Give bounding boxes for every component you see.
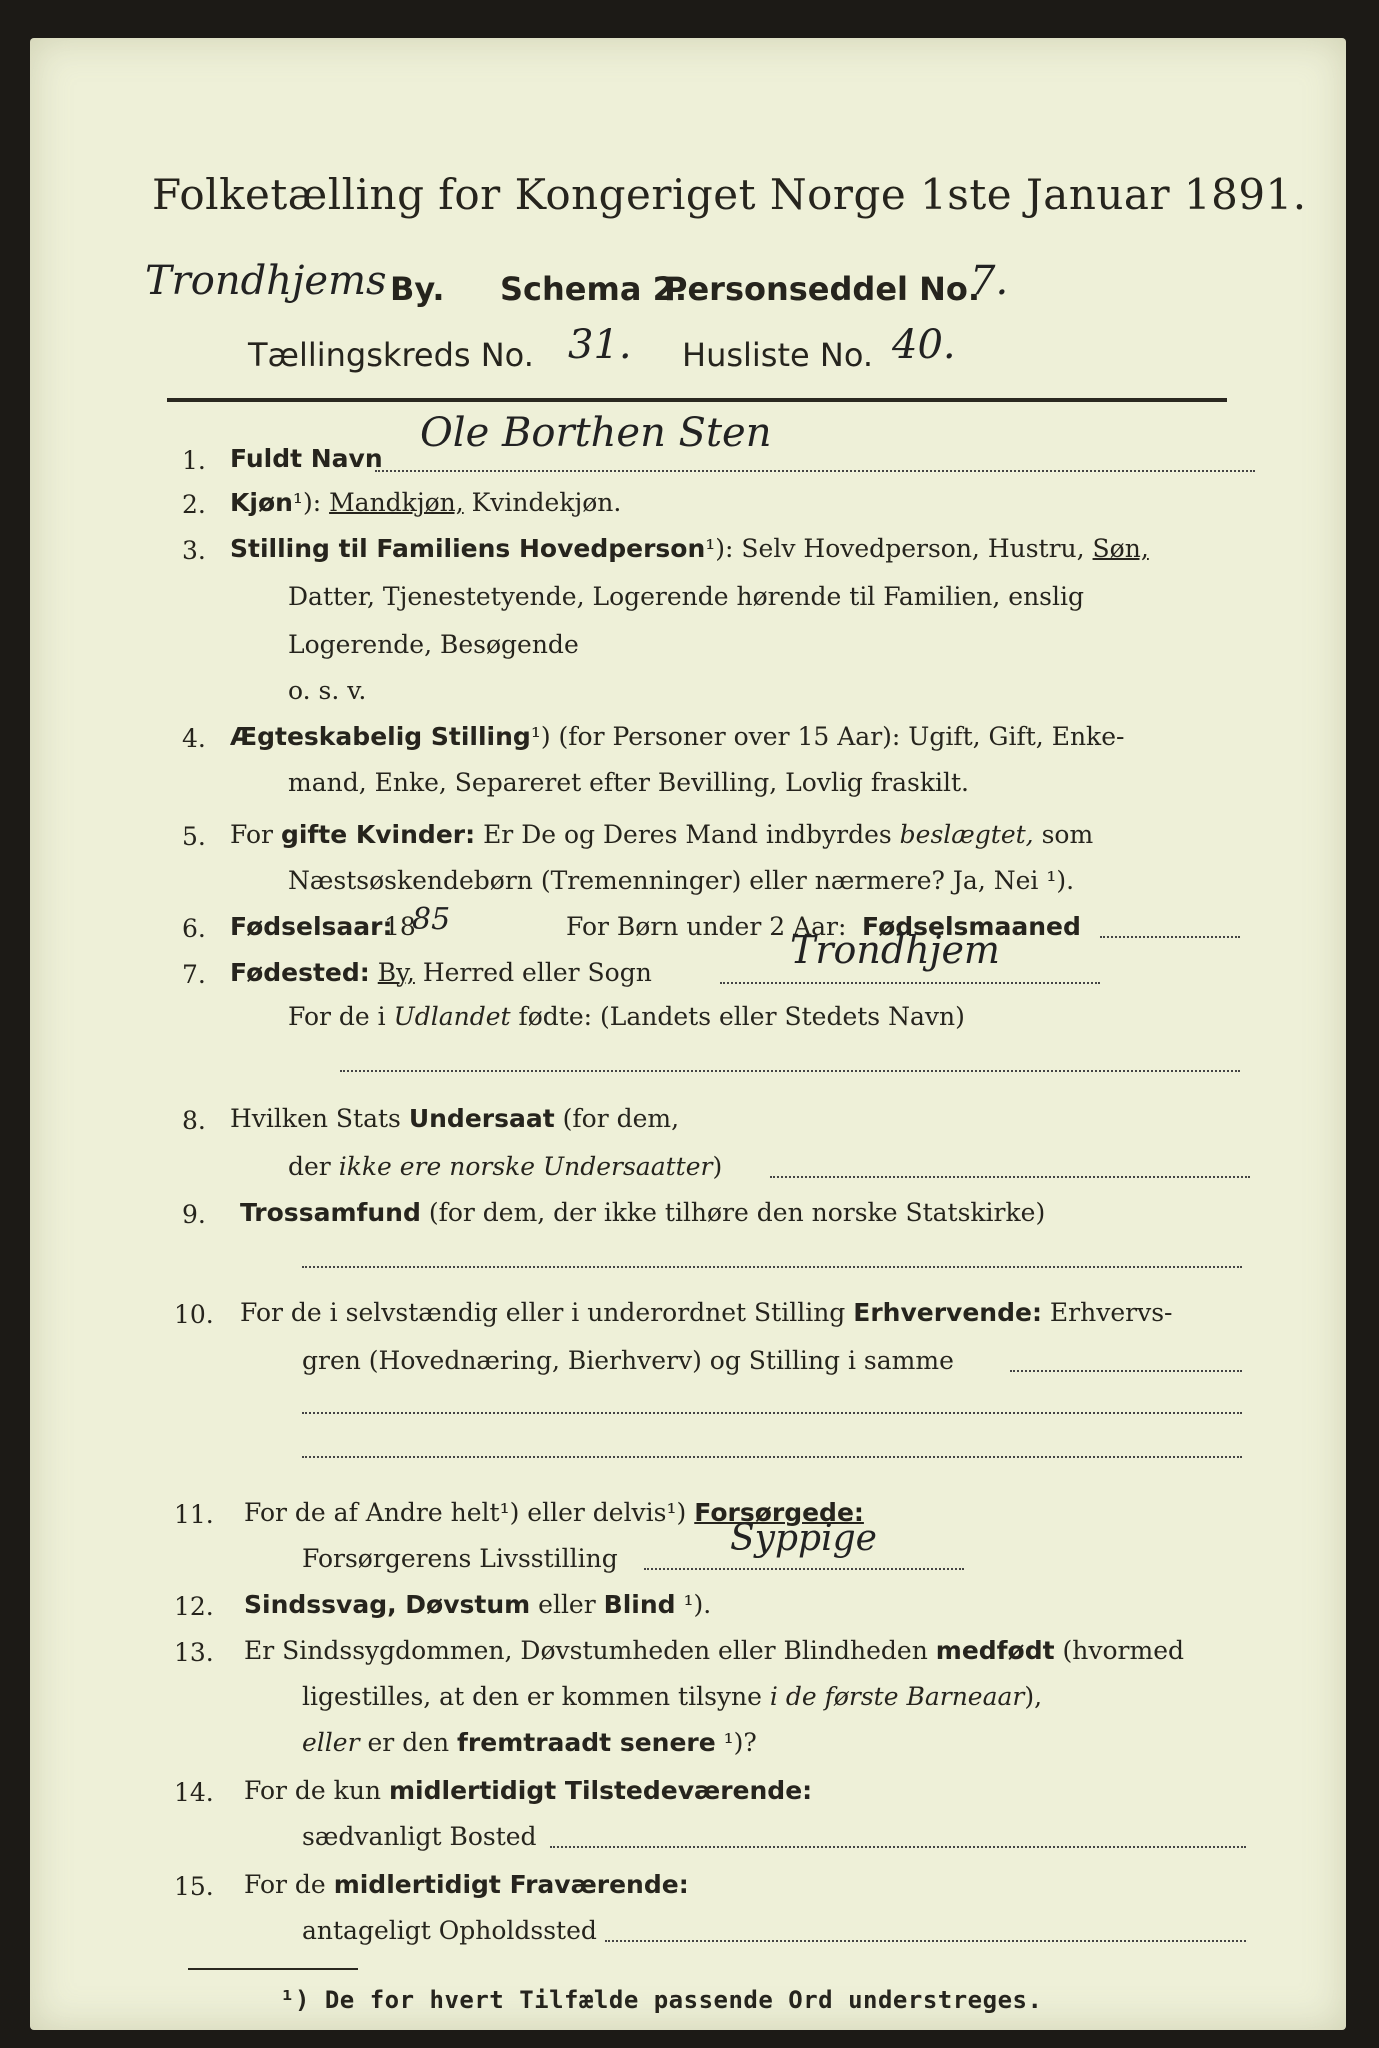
q13-line3b: fremtraadt senere xyxy=(457,1728,716,1757)
q12-label2: Blind xyxy=(603,1590,676,1619)
q12-line1 xyxy=(244,1592,711,1617)
q13-line2 xyxy=(302,1684,1042,1709)
q3-line4: o. s. v. xyxy=(288,676,367,705)
q6-label2: Fødselsmaaned xyxy=(862,912,1081,941)
q6-dotline xyxy=(1100,936,1240,938)
schema-label: Schema 2. xyxy=(500,270,687,308)
q7-blank-line xyxy=(340,1070,1240,1072)
q11-line2: Forsørgerens Livsstilling xyxy=(302,1544,618,1573)
q7-line2i: Udlandet xyxy=(393,1002,511,1031)
q10-blank-line1 xyxy=(302,1412,1242,1414)
q5-line2: Næstsøskendebørn (Tremenninger) eller nærmere? Ja, Nei ¹). xyxy=(288,866,1075,895)
q14-label: midlertidigt Tilstedeværende: xyxy=(388,1776,813,1805)
footnote-rule xyxy=(188,1968,358,1970)
q3-line2: Datter, Tjenestetyende, Logerende hørende til Familien, enslig xyxy=(288,582,1085,611)
q10-label: Erhvervende: xyxy=(853,1298,1042,1327)
q10-number: 10. xyxy=(174,1300,214,1329)
q8-text2: (for dem, xyxy=(562,1104,680,1133)
q10-tail: Erhvervs- xyxy=(1049,1298,1173,1327)
q13-text1: Er Sindssygdommen, Døvstumheden eller Blindheden xyxy=(244,1636,928,1665)
q15-number: 15. xyxy=(174,1872,214,1901)
q1-value: Ole Borthen Sten xyxy=(420,410,772,456)
q13-line3a: er den xyxy=(367,1728,450,1757)
q5-label: gifte Kvinder: xyxy=(280,820,476,849)
q14-number: 14. xyxy=(174,1778,214,1807)
q5-italic: beslægtet, xyxy=(899,820,1034,849)
q7-text: Herred eller Sogn xyxy=(422,958,652,987)
q12-tail: ¹). xyxy=(675,1590,712,1619)
q1-dotline xyxy=(375,470,1255,472)
q3-text1: ¹): Selv Hovedperson, Hustru, xyxy=(705,534,1085,563)
q5-tail: som xyxy=(1041,820,1094,849)
q13-line2a: ligestilles, at den er kommen tilsyne xyxy=(302,1682,762,1711)
q7-option-by: By, xyxy=(377,958,415,987)
q6-year-printed: 18 xyxy=(384,912,416,941)
q11-text1: For de af Andre helt¹) eller delvis¹) xyxy=(244,1498,687,1527)
q3-line1 xyxy=(230,536,1149,561)
footnote: ¹) De for hvert Tilfælde passende Ord understreges. xyxy=(280,1986,1043,2014)
q6-year-value: 85 xyxy=(412,902,451,937)
q8-line1 xyxy=(230,1106,679,1131)
tellingskreds-label: Tællingskreds No. xyxy=(248,336,534,374)
q7-line2a: For de i xyxy=(288,1002,386,1031)
q12-number: 12. xyxy=(174,1592,214,1621)
personseddel-value: 7. xyxy=(970,258,1009,304)
husliste-value: 40. xyxy=(892,322,956,368)
q8-text1: Hvilken Stats xyxy=(230,1104,401,1133)
q7-line1 xyxy=(230,960,652,985)
tellingskreds-value: 31. xyxy=(568,322,632,368)
header-rule xyxy=(167,398,1227,402)
q2-sup: ¹): xyxy=(292,488,330,517)
q7-line2 xyxy=(288,1004,965,1029)
q3-option-son: Søn, xyxy=(1092,534,1149,563)
q8-line2i: ikke ere norske Undersaatter xyxy=(338,1152,713,1181)
personseddel-label: Personseddel No. xyxy=(664,270,981,308)
q14-line1 xyxy=(244,1778,812,1803)
q9-label: Trossamfund xyxy=(240,1198,421,1227)
q3-label: Stilling til Familiens Hovedperson xyxy=(230,534,706,563)
q8-line2 xyxy=(288,1154,722,1179)
q15-text1: For de xyxy=(244,1870,326,1899)
q2-line xyxy=(230,490,621,515)
q3-line3: Logerende, Besøgende xyxy=(288,630,579,659)
q15-dotline xyxy=(605,1940,1246,1942)
form-title: Folketælling for Kongeriget Norge 1ste Januar 1891. xyxy=(152,170,1307,219)
q5-number: 5. xyxy=(182,822,206,851)
q7-label: Fødested: xyxy=(230,958,370,987)
q13-line2i: i de første Barneaar xyxy=(769,1682,1025,1711)
q12-text: eller xyxy=(530,1590,604,1619)
q9-line1 xyxy=(240,1200,1045,1225)
q4-label: Ægteskabelig Stilling xyxy=(230,722,531,751)
q10-line1 xyxy=(240,1300,1172,1325)
q13-tail: (hvormed xyxy=(1062,1636,1185,1665)
q8-dotline xyxy=(770,1176,1250,1178)
q13-line3 xyxy=(302,1730,757,1755)
q9-blank-line xyxy=(302,1266,1242,1268)
by-label: By. xyxy=(390,270,445,308)
q7-value: Trondhjem xyxy=(790,928,1000,972)
q1-number: 1. xyxy=(182,446,206,475)
q13-line2b: ), xyxy=(1024,1682,1043,1711)
q11-dotline xyxy=(644,1568,964,1570)
q7-line2b: fødte: (Landets eller Stedets Navn) xyxy=(518,1002,965,1031)
q14-line2: sædvanligt Bosted xyxy=(302,1822,537,1851)
q4-line2: mand, Enke, Separeret efter Bevilling, Lovlig fraskilt. xyxy=(288,768,969,797)
q10-dotline xyxy=(1010,1370,1242,1372)
census-form-sheet xyxy=(30,38,1346,2030)
q13-line3c: ¹)? xyxy=(723,1728,757,1757)
q3-number: 3. xyxy=(182,536,206,565)
q2-number: 2. xyxy=(182,490,206,519)
q15-line1 xyxy=(244,1872,689,1897)
q10-line2: gren (Hovednæring, Bierhverv) og Stilling i samme xyxy=(302,1346,954,1375)
q14-text1: For de kun xyxy=(244,1776,382,1805)
q4-text1: ¹) (for Personer over 15 Aar): Ugift, Gift, Enke- xyxy=(530,722,1125,751)
q9-text: (for dem, der ikke tilhøre den norske Statskirke) xyxy=(428,1198,1046,1227)
q11-value: Syppige xyxy=(730,1518,877,1559)
q5-pre: For xyxy=(230,820,273,849)
q6-label: Fødselsaar: xyxy=(230,912,393,941)
q15-label: midlertidigt Fraværende: xyxy=(333,1870,689,1899)
q1-label: Fuldt Navn xyxy=(230,444,383,473)
q9-number: 9. xyxy=(182,1200,206,1229)
q13-line1 xyxy=(244,1638,1184,1663)
q15-line2: antageligt Opholdssted xyxy=(302,1916,597,1945)
q11-label: Forsørgede: xyxy=(694,1498,864,1527)
city-handwritten: Trondhjems xyxy=(145,258,387,304)
q7-dotline xyxy=(720,982,1100,984)
q11-number: 11. xyxy=(174,1500,214,1529)
q4-number: 4. xyxy=(182,724,206,753)
q4-line1 xyxy=(230,724,1124,749)
q6-number: 6. xyxy=(182,914,206,943)
q7-number: 7. xyxy=(182,960,206,989)
q10-blank-line2 xyxy=(302,1456,1242,1458)
q8-line2b: ) xyxy=(712,1152,723,1181)
q6-text: For Børn under 2 Aar: xyxy=(566,912,847,941)
q14-dotline xyxy=(550,1846,1246,1848)
q5-text1: Er De og Deres Mand indbyrdes xyxy=(483,820,892,849)
q10-text1: For de i selvstændig eller i underordnet Stilling xyxy=(240,1298,846,1327)
q2-label: Kjøn xyxy=(230,488,293,517)
q8-line2a: der xyxy=(288,1152,331,1181)
q12-label1: Sindssvag, Døvstum xyxy=(244,1590,531,1619)
q8-label: Undersaat xyxy=(408,1104,555,1133)
q2-option-kvindekjon: Kvindekjøn. xyxy=(463,488,622,517)
q8-number: 8. xyxy=(182,1106,206,1135)
q13-line3i: eller xyxy=(302,1728,360,1757)
q5-line1 xyxy=(230,822,1093,847)
q13-label: medfødt xyxy=(935,1636,1055,1665)
q2-option-mandkjon: Mandkjøn, xyxy=(329,488,464,517)
husliste-label: Husliste No. xyxy=(682,336,873,374)
q13-number: 13. xyxy=(174,1638,214,1667)
